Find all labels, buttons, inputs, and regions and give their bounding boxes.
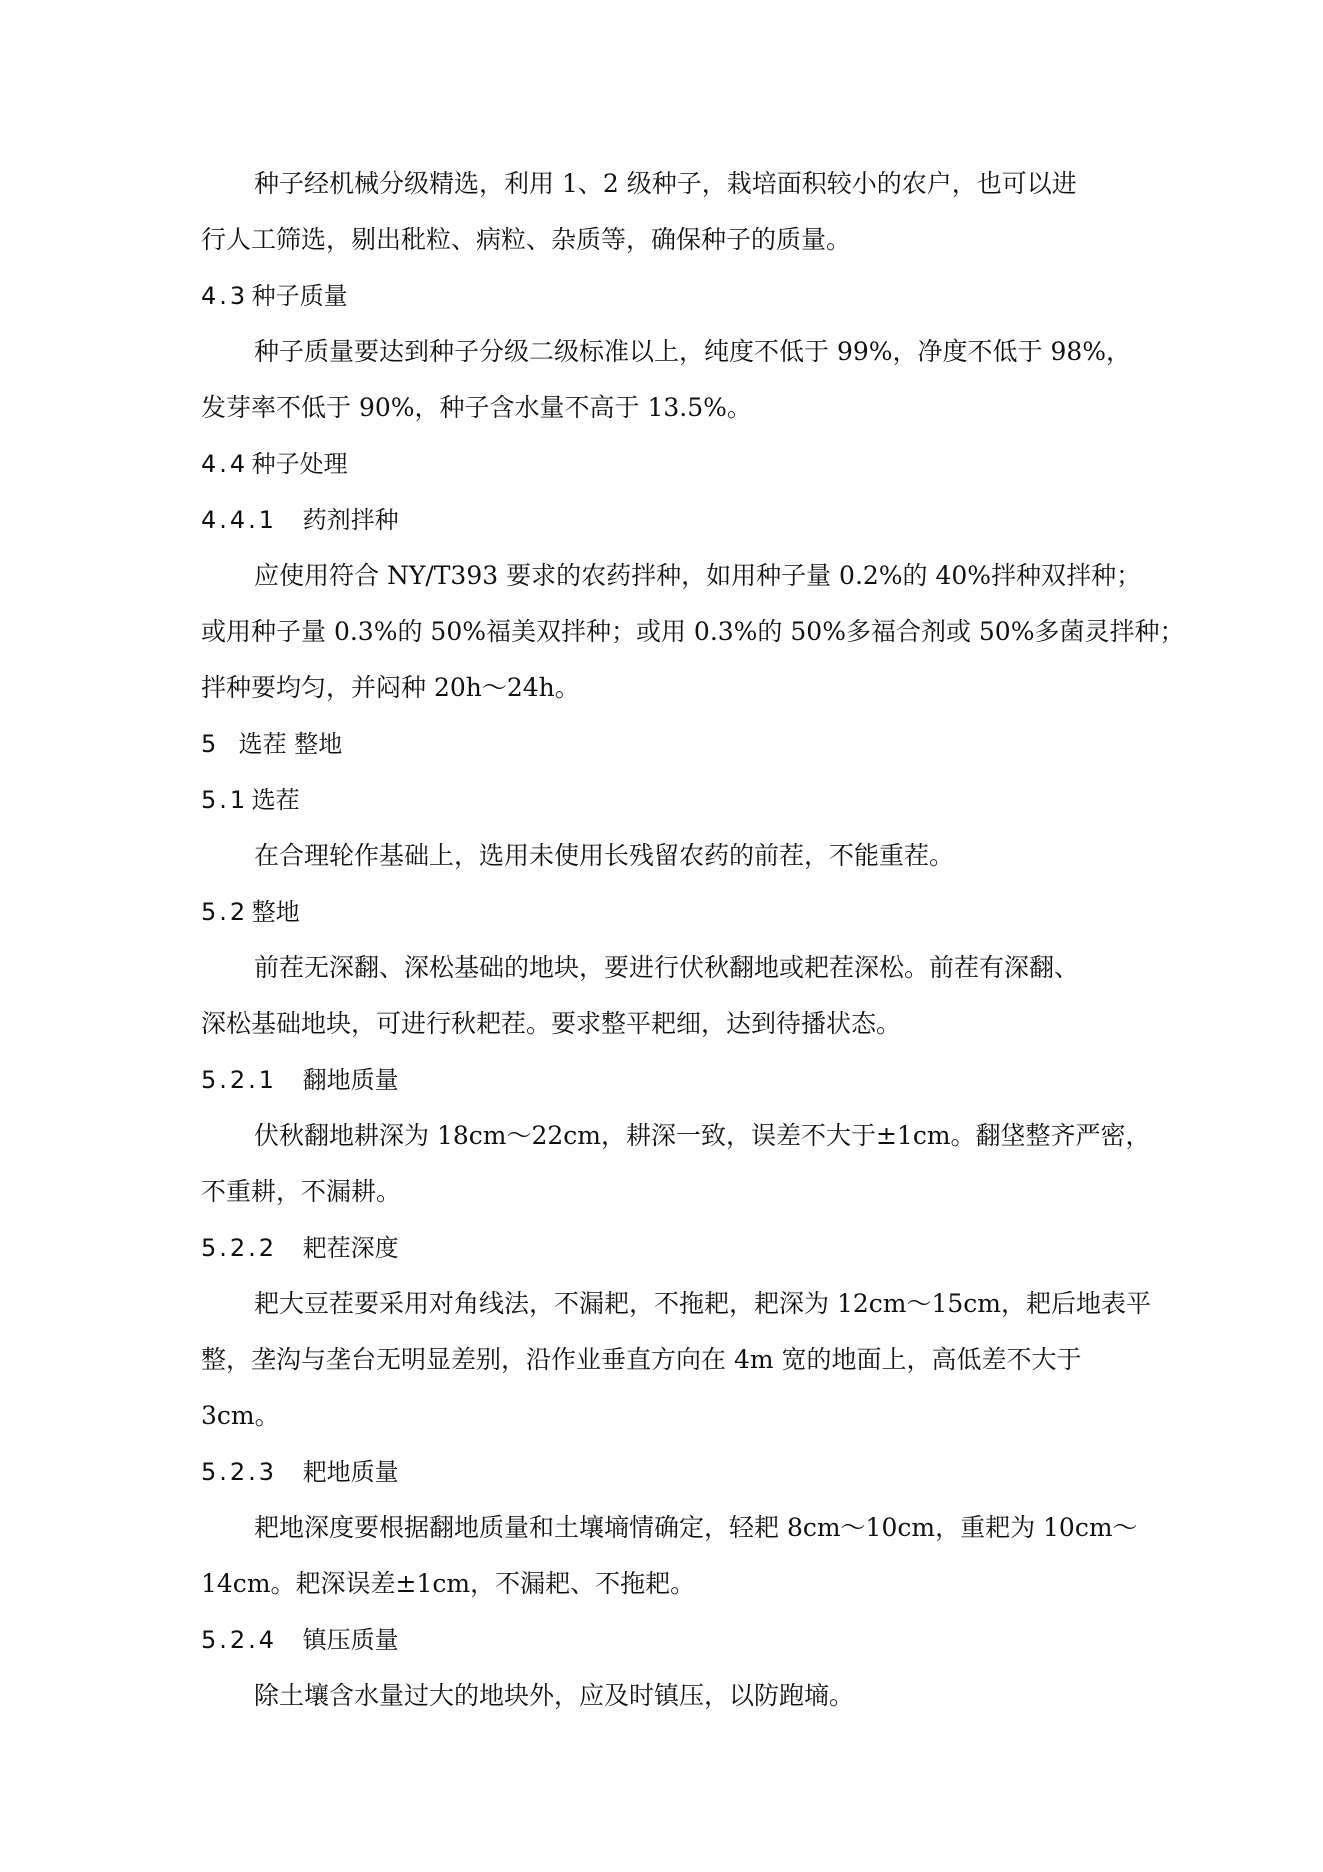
document-body xyxy=(201,156,1185,1724)
section-title: 镇压质量 xyxy=(302,1626,399,1654)
section-number: 5.2 xyxy=(201,898,249,926)
paragraph-line: 拌种要均匀，并闷种 20h～24h。 xyxy=(201,673,580,702)
paragraph-line: 3cm。 xyxy=(201,1401,280,1430)
section-number: 5.2.4 xyxy=(201,1626,278,1654)
section-title: 种子质量 xyxy=(251,282,348,310)
paragraph-line: 14cm。耙深误差±1cm，不漏耙、不拖耙。 xyxy=(201,1569,696,1598)
paragraph-line: 或用种子量 0.3%的 50%福美双拌种；或用 0.3%的 50%多福合剂或 50%多菌灵拌种； xyxy=(201,617,1185,646)
section-number: 5 xyxy=(201,730,220,758)
section-title: 耙茬深度 xyxy=(302,1234,399,1262)
paragraph-line: 深松基础地块，可进行秋耙茬。要求整平耙细，达到待播状态。 xyxy=(201,1009,902,1038)
section-heading-5-2-3 xyxy=(201,1444,1131,1500)
section-heading-4-4-1 xyxy=(201,492,1131,548)
section-title: 选茬 整地 xyxy=(238,730,343,758)
section-heading-5-1 xyxy=(201,772,1131,828)
section-number: 5.2.1 xyxy=(201,1066,278,1094)
paragraph-line: 发芽率不低于 90%，种子含水量不高于 13.5%。 xyxy=(201,393,752,422)
section-number: 4.4.1 xyxy=(201,506,278,534)
section-title: 整地 xyxy=(251,898,300,926)
paragraph-line: 耙大豆茬要采用对角线法，不漏耙，不拖耙，耙深为 12cm～15cm，耙后地表平 xyxy=(254,1289,1151,1318)
paragraph-line: 应使用符合 NY/T393 要求的农药拌种，如用种子量 0.2%的 40%拌种双拌种； xyxy=(254,561,1142,590)
section-heading-5-2-1 xyxy=(201,1052,1131,1108)
section-number: 5.2.3 xyxy=(201,1458,278,1486)
section-title: 种子处理 xyxy=(251,450,348,478)
section-heading-5 xyxy=(201,716,1131,772)
paragraph-line: 整，垄沟与垄台无明显差别，沿作业垂直方向在 4m 宽的地面上，高低差不大于 xyxy=(201,1345,1082,1374)
section-heading-4-3 xyxy=(201,268,1131,324)
paragraph-line: 除土壤含水量过大的地块外，应及时镇压，以防跑墒。 xyxy=(254,1681,855,1710)
section-heading-4-4 xyxy=(201,436,1131,492)
paragraph-line: 种子经机械分级精选，利用 1、2 级种子，栽培面积较小的农户，也可以进 xyxy=(254,169,1077,198)
paragraph-line: 不重耕，不漏耕。 xyxy=(201,1177,402,1206)
section-number: 5.1 xyxy=(201,786,249,814)
section-title: 选茬 xyxy=(251,786,300,814)
section-number: 5.2.2 xyxy=(201,1234,278,1262)
section-number: 4.4 xyxy=(201,450,249,478)
section-title: 翻地质量 xyxy=(302,1066,399,1094)
section-heading-5-2-4 xyxy=(201,1612,1131,1668)
section-number: 4.3 xyxy=(201,282,249,310)
paragraph-line: 在合理轮作基础上，选用未使用长残留农药的前茬，不能重茬。 xyxy=(254,841,955,870)
paragraph-line: 行人工筛选，剔出秕粒、病粒、杂质等，确保种子的质量。 xyxy=(201,225,852,254)
paragraph-line: 种子质量要达到种子分级二级标准以上，纯度不低于 99%，净度不低于 98%， xyxy=(254,337,1132,366)
paragraph-line: 前茬无深翻、深松基础的地块，要进行伏秋翻地或耙茬深松。前茬有深翻、 xyxy=(254,953,1080,982)
paragraph-line: 耙地深度要根据翻地质量和土壤墒情确定，轻耙 8cm～10cm，重耙为 10cm～ xyxy=(254,1513,1138,1542)
section-heading-5-2-2 xyxy=(201,1220,1131,1276)
paragraph-line: 伏秋翻地耕深为 18cm～22cm，耕深一致，误差不大于±1cm。翻垡整齐严密， xyxy=(254,1121,1151,1150)
section-title: 耙地质量 xyxy=(302,1458,399,1486)
section-title: 药剂拌种 xyxy=(302,506,399,534)
section-heading-5-2 xyxy=(201,884,1131,940)
